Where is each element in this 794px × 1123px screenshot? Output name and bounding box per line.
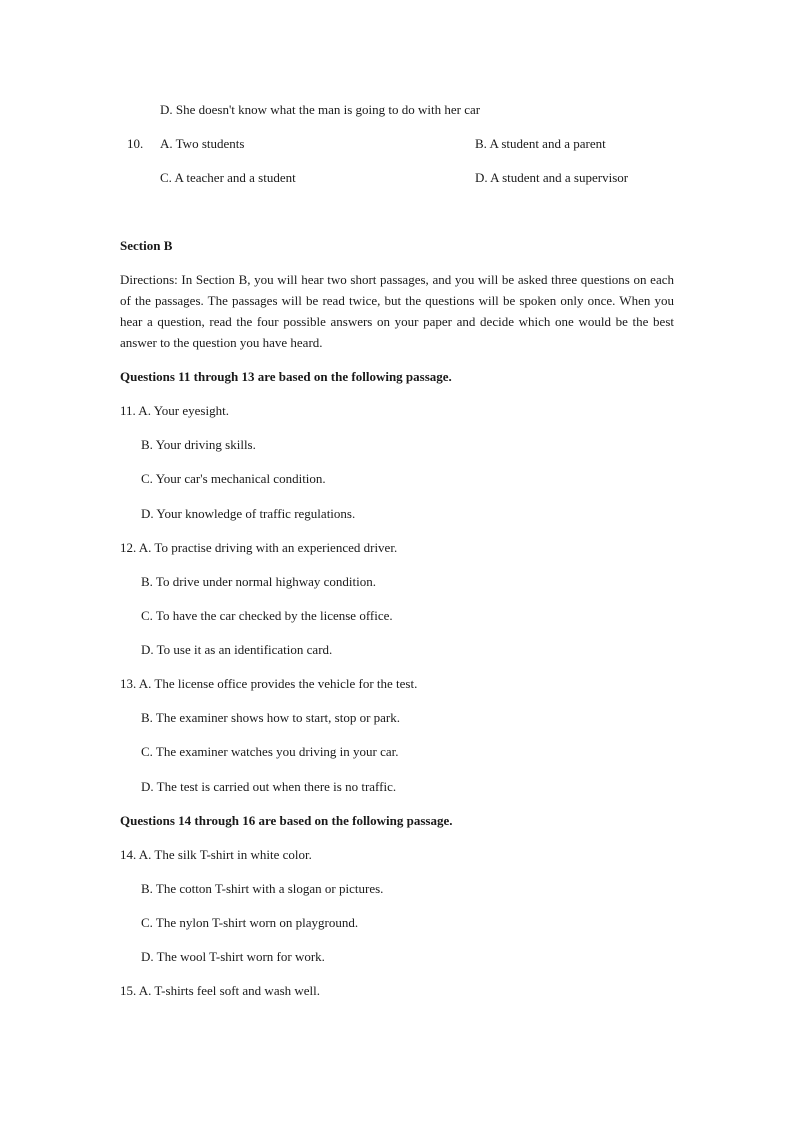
q9-option-d: D. She doesn't know what the man is going to do with her car [160,102,481,117]
q12-option-a: 12. A. To practise driving with an experienced driver. [120,540,398,555]
q11-option-b: B. Your driving skills. [141,437,256,452]
section-b-directions: Directions: In Section B, you will hear two short passages, and you will be asked three questions on each of the passages. The passages will be read twice, but the questions will be spoken only once. When you hear a question, read the four possible answers on your paper and decide which one would be the best answer to the question you have heard. [120,272,674,350]
q14-option-d: D. The wool T-shirt worn for work. [141,949,325,964]
passage-1-heading: Questions 11 through 13 are based on the following passage. [120,369,452,384]
q10-number: 10. [127,136,144,151]
passage-2-heading: Questions 14 through 16 are based on the following passage. [120,813,453,828]
q10-option-d: D. A student and a supervisor [475,170,629,185]
q13-option-b: B. The examiner shows how to start, stop or park. [141,710,400,725]
section-b-heading: Section B [120,238,173,253]
q11-option-d: D. Your knowledge of traffic regulations. [141,506,356,521]
q11-option-a: 11. A. Your eyesight. [120,403,229,418]
q14-option-b: B. The cotton T-shirt with a slogan or pictures. [141,881,384,896]
q11-option-c: C. Your car's mechanical condition. [141,471,326,486]
q10-option-c: C. A teacher and a student [160,170,296,185]
q13-option-a: 13. A. The license office provides the vehicle for the test. [120,676,418,691]
q13-option-d: D. The test is carried out when there is no traffic. [141,779,397,794]
q13-option-c: C. The examiner watches you driving in your car. [141,744,399,759]
q14-option-a: 14. A. The silk T-shirt in white color. [120,847,312,862]
q12-option-c: C. To have the car checked by the license office. [141,608,393,623]
q10-option-b: B. A student and a parent [475,136,606,151]
q12-option-d: D. To use it as an identification card. [141,642,333,657]
q12-option-b: B. To drive under normal highway condition. [141,574,376,589]
q15-option-a: 15. A. T-shirts feel soft and wash well. [120,983,321,998]
q10-option-a: A. Two students [160,136,245,151]
q14-option-c: C. The nylon T-shirt worn on playground. [141,915,359,930]
